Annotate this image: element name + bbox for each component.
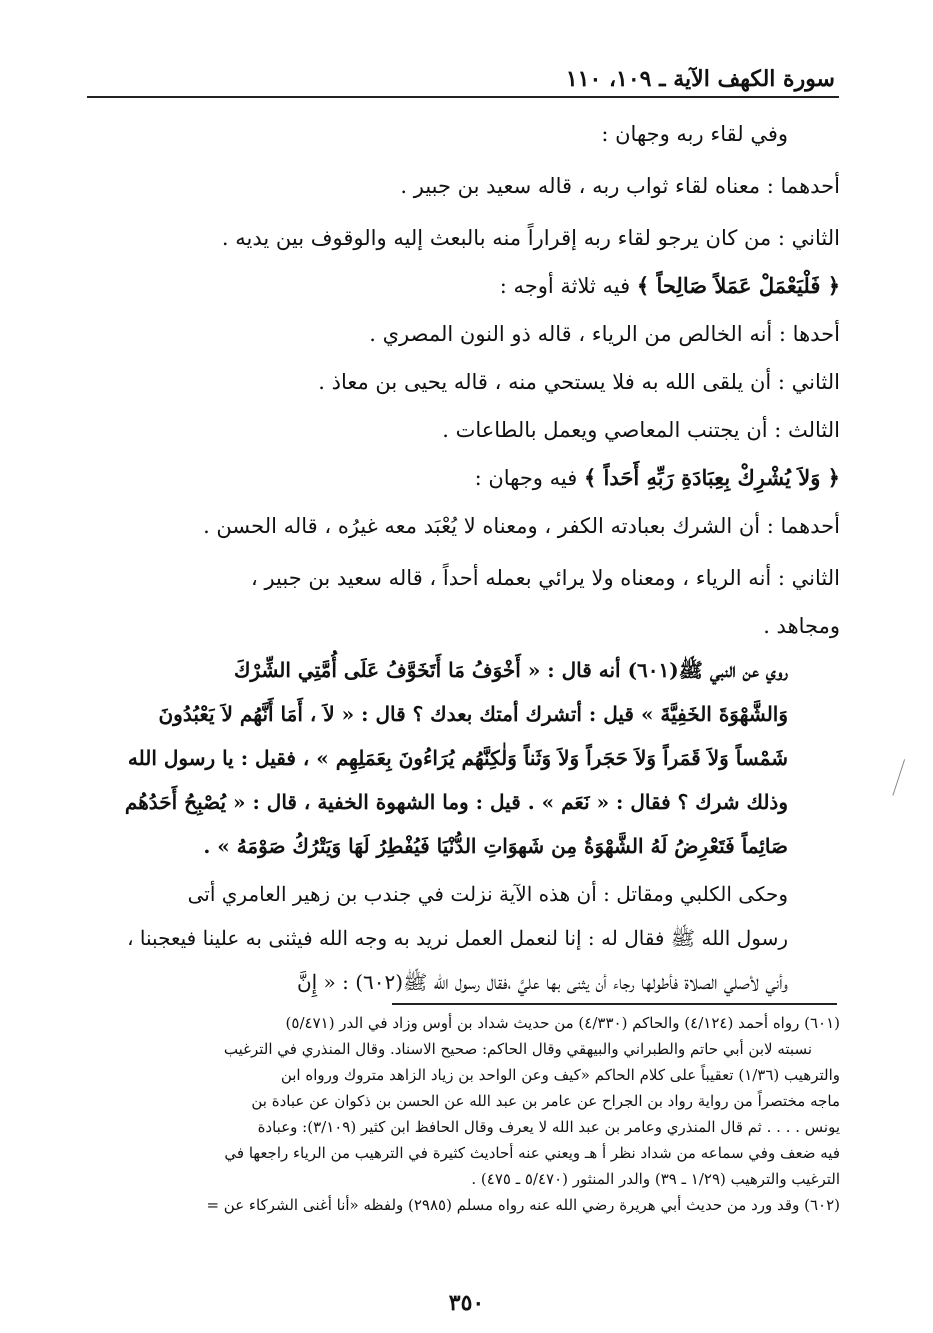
ayah-quote: ﴿ وَلاَ يُشْرِكْ بِعِبَادَةِ رَبِّهِ أَحَداً ﴾ (583, 465, 840, 490)
page-number: ٣٥٠ (448, 1290, 485, 1316)
text-line: الثالث : أن يجتنب المعاصي ويعمل بالطاعات . (442, 418, 840, 442)
hadith-line: روي عن النبي ﷺ(٦٠١) أنه قال : « أَخْوَفُ مَا أَتَخَوَّفُ عَلَى أُمَّتِي الشِّرْكَ (233, 658, 788, 682)
text-line: أحدهما : معناه لقاء ثواب ربه ، قاله سعيد بن جبير . (400, 174, 840, 198)
text-line: الثاني : أن يلقى الله به فلا يستحي منه ، قاله يحيى بن معاذ . (318, 370, 840, 394)
text-line: أحدهما : أن الشرك بعبادته الكفر ، ومعناه لا يُعْبَد معه غيرُه ، قاله الحسن . (203, 514, 840, 538)
footnote-line: فيه ضعف وفي سماعه من شداد نظر أ هـ ويعني عنه أحاديث كثيرة في الترهيب من الرياء راجعها في (224, 1144, 840, 1162)
ayah-comment: فيه ثلاثة أوجه : (499, 274, 637, 298)
footnote-line: ماجه مختصراً من رواية رواد بن الجراح عن عامر بن عبد الله عن الحسن بن ذكوان عن عبادة بن (251, 1092, 840, 1110)
main-text (80, 108, 840, 1004)
hadith-paragraph (80, 648, 840, 868)
text-line: الثاني : من كان يرجو لقاء ربه إقراراً منه بالبعث إليه والوقوف بين يديه . (221, 226, 840, 250)
paragraph-line: رسول الله ﷺ فقال له : إنا لنعمل العمل نريد به وجه الله فيثنى به علينا فيعجبنا ، (127, 926, 788, 950)
kalbi-paragraph (80, 872, 840, 1004)
footnote-line: والترهيب (١/٣٦) تعقيباً على كلام الحاكم «كيف وعن الواحد بن زياد الزاهد متروك ورواه ابن (280, 1066, 840, 1084)
ayah-line (80, 456, 840, 500)
footnote-line: (٦٠١) رواه أحمد (٤/١٢٤) والحاكم (٤/٣٣٠) من حديث شداد بن أوس وزاد في الدر (٥/٤٧١) (285, 1014, 840, 1032)
running-header: سورة الكهف الآية ـ ١٠٩، ١١٠ (565, 66, 835, 92)
hadith-line: وَالشَّهْوَةَ الخَفِيَّةَ » قيل : أتشرك أمتك بعدك ؟ قال : « لاَ ، أَمَا أَنَّهُم لاَ يَعْبُدُونَ (158, 702, 788, 726)
text-line: ومجاهد . (763, 614, 840, 638)
footnote-602 (84, 1192, 840, 1218)
footnote-line: نسبته لابن أبي حاتم والطبراني والبيهقي وقال الحاكم: صحيح الاسناد. وقال المنذري في الترغيب (223, 1040, 812, 1058)
margin-pencil-mark (892, 759, 914, 799)
text-line: وفي لقاء ربه وجهان : (601, 122, 788, 146)
text-line: الثاني : أنه الرياء ، ومعناه ولا يرائي بعمله أحداً ، قاله سعيد بن جبير ، (251, 566, 840, 590)
paragraph-line: وأني لأصلي الصلاة فأطولها رجاء أن يثنى بها عليَّ ،فقال رسول الله ﷺ(٦٠٢) : « إِنَّ (296, 970, 788, 994)
ayah-quote: ﴿ فَلْيَعْمَلْ عَمَلاً صَالِحاً ﴾ (636, 273, 840, 298)
paragraph-line: وحكى الكلبي ومقاتل : أن هذه الآية نزلت في جندب بن زهير العامري أتى (187, 882, 788, 906)
footnote-rule (392, 1003, 837, 1005)
hadith-line: شَمْساً وَلاَ قَمَراً وَلاَ حَجَراً وَلاَ وَثَناً وَلٰكِنَّهُم يُرَاءُونَ بِعَمَلِهِم » ، فقيل : يا رسول الله (127, 746, 788, 770)
footnote-line: يونس . . . . ثم قال المنذري وعامر بن عبد الله لا يعرف وقال الحافظ ابن كثير (٣/١٠٩): وعبادة (257, 1118, 840, 1136)
text-line: أحدها : أنه الخالص من الرياء ، قاله ذو النون المصري . (369, 322, 840, 346)
footnotes (84, 1010, 840, 1218)
hadith-line: صَائِماً فَتَعْرِضُ لَهُ الشَّهْوَةُ مِن شَهوَاتِ الدُّنْيَا فَيُفْطِرُ لَهَا وَيَتْرُكُ صَوْمَهُ » . (203, 834, 788, 858)
ayah-comment: فيه وجهان : (474, 466, 584, 490)
footnote-line: (٦٠٢) وقد ورد من حديث أبي هريرة رضي الله عنه رواه مسلم (٢٩٨٥) ولفظه «أنا أغنى الشركاء عن = (206, 1196, 840, 1214)
footnote-line: الترغيب والترهيب (١/٢٩ ـ ٣٩) والدر المنثور (٥/٤٧٠ ـ ٤٧٥) . (471, 1170, 840, 1188)
header-rule (87, 96, 839, 98)
footnote-601 (84, 1010, 840, 1192)
hadith-line: وذلك شرك ؟ فقال : « نَعَم » . قيل : وما الشهوة الخفية ، قال : « يُصْبِحُ أَحَدُهُم (124, 790, 788, 814)
ayah-line (80, 264, 840, 308)
